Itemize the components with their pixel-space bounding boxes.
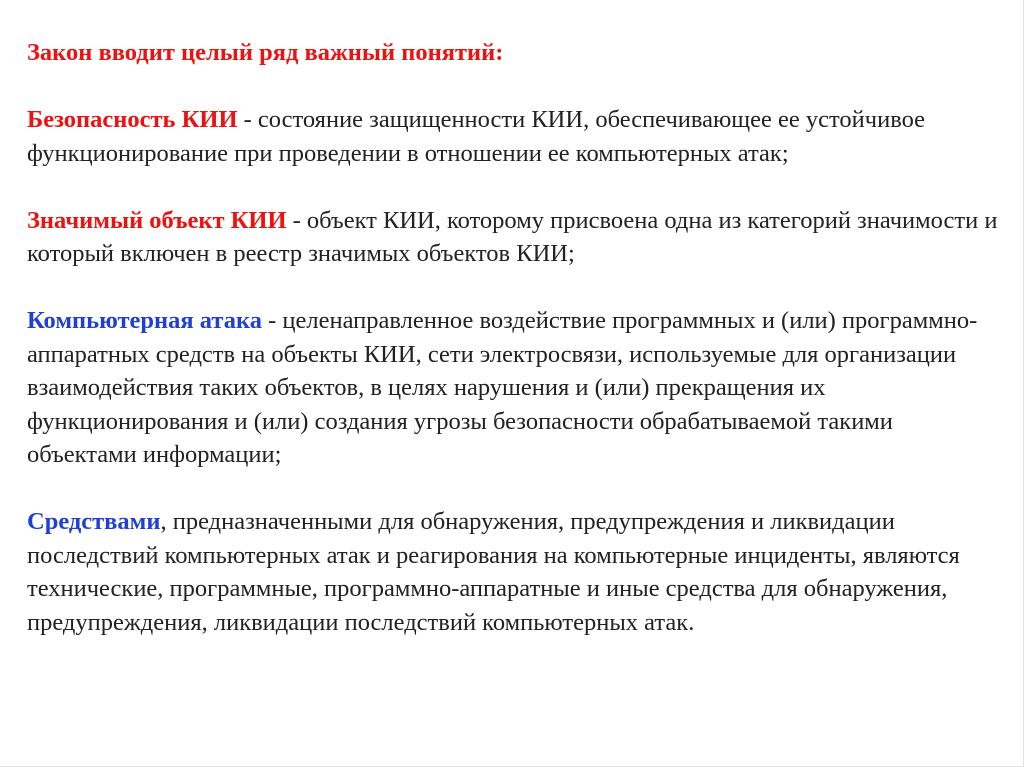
definition-computer-attack-text: - целенаправленное воздействие программных и (или) программно-аппаратных средств на объекты КИИ, сети электросвязи, используемые для организации взаимодействия таких объектов, в целях нарушения и (или) прекращения их функционирования и (или) создания угрозы безопасности обрабатываемой такими объектами информации; [27, 307, 978, 468]
definition-means-text: , предназначенными для обнаружения, предупреждения и ликвидации последствий компьютерных атак и реагирования на компьютерные инциденты, являются технические, программные, программно-аппаратные и иные средства для обнаружения, предупреждения, ликвидации последствий компьютерных атак. [27, 508, 960, 636]
intro-heading: Закон вводит целый ряд важный понятий: [27, 39, 504, 66]
term-significant-object: Значимый объект КИИ [27, 206, 287, 234]
definition-significant-object [27, 204, 1007, 271]
term-means: Средствами [27, 508, 161, 535]
definition-significant-object-text: - объект КИИ, которому присвоена одна из категорий значимости и который включен в реестр значимых объектов КИИ; [27, 206, 998, 267]
definition-computer-attack [27, 304, 1007, 472]
definition-security [27, 103, 1007, 170]
definition-means [27, 505, 1007, 639]
slide-content [27, 36, 1007, 639]
term-computer-attack: Компьютерная атака [27, 307, 262, 334]
definition-security-text: - состояние защищенности КИИ, обеспечивающее ее устойчивое функционирование при проведении в отношении ее компьютерных атак; [27, 106, 926, 167]
term-security: Безопасность КИИ [27, 106, 238, 133]
